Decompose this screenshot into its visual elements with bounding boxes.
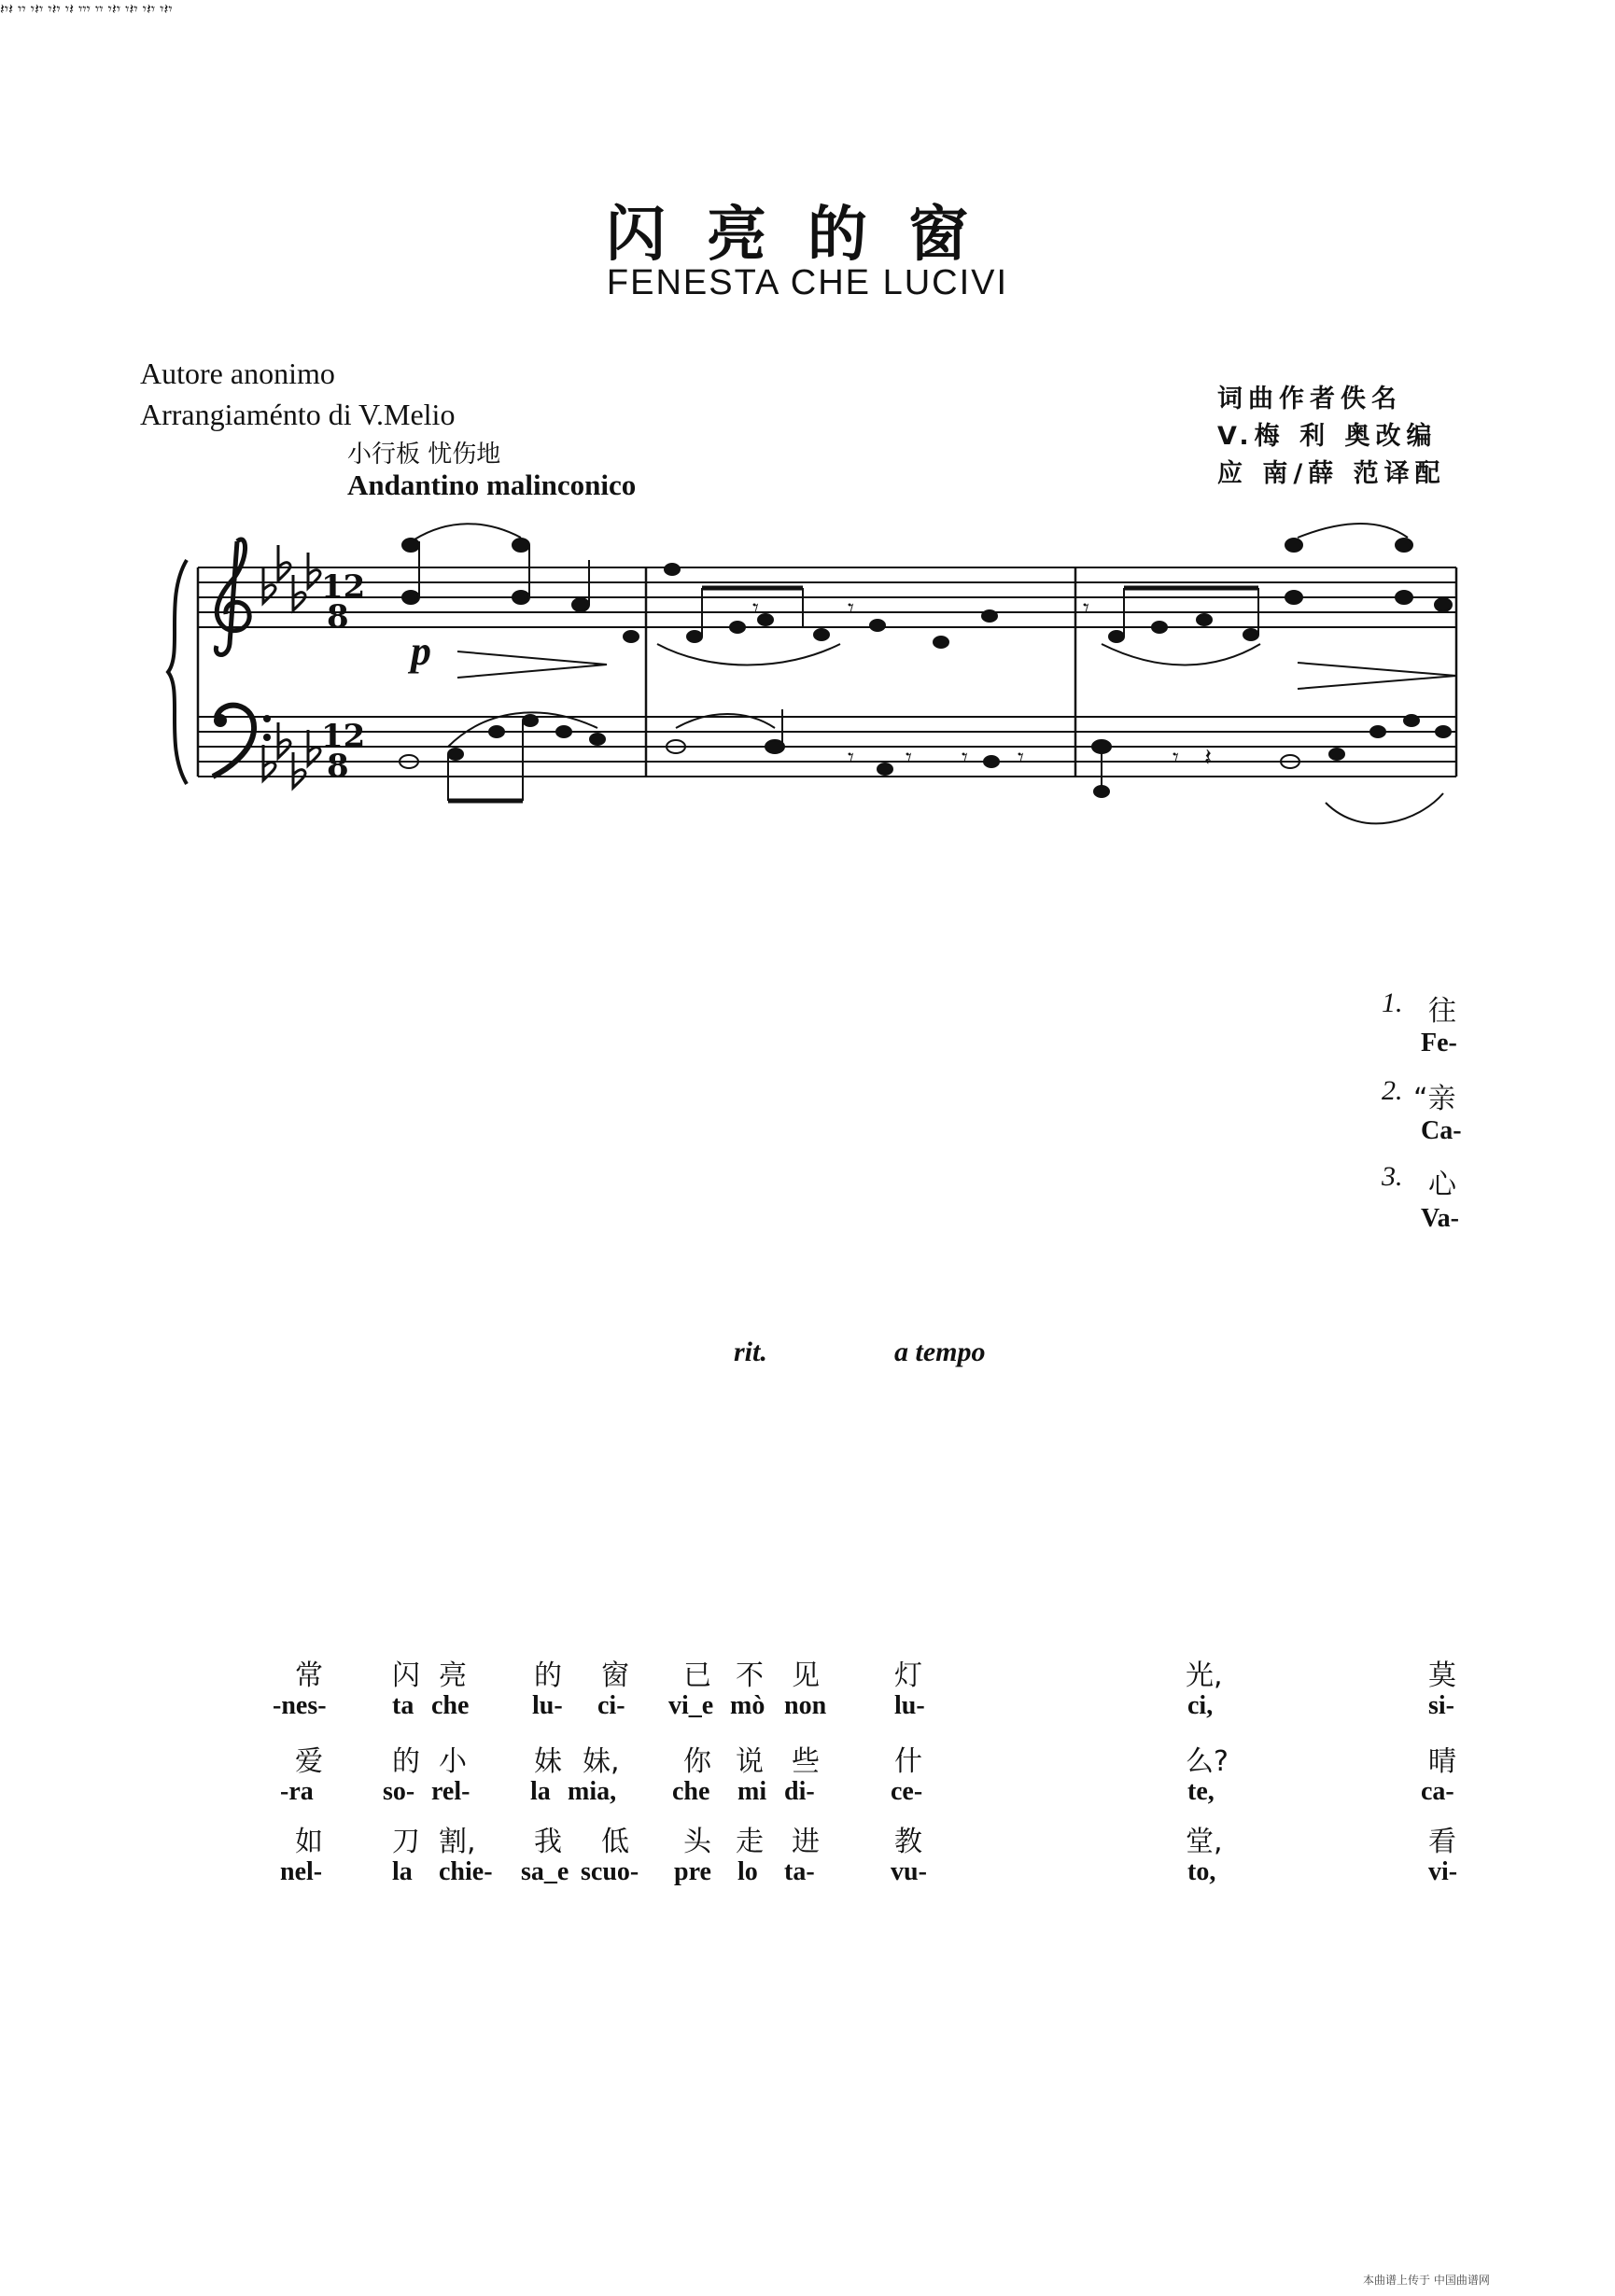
pickup-lyric-cn-3: 心 bbox=[1428, 1169, 1456, 1201]
pickup-lyric-cn-2: “亲 bbox=[1413, 1083, 1456, 1115]
svg-text:12: 12 bbox=[321, 718, 366, 755]
lyric-syllable: so- bbox=[383, 1777, 415, 1806]
lyric-syllable: scuo- bbox=[581, 1857, 639, 1886]
lyric-syllable: 的 bbox=[392, 1745, 420, 1778]
title-chinese: 闪亮的窗 bbox=[606, 200, 1009, 270]
lyric-syllable: te, bbox=[1187, 1777, 1215, 1806]
credit-cn-translator: 应 南/薛 范译配 bbox=[1217, 459, 1446, 488]
lyric-syllable: vi- bbox=[1428, 1857, 1458, 1886]
svg-text:𝄾: 𝄾 bbox=[848, 744, 854, 772]
svg-text:8: 8 bbox=[327, 598, 349, 636]
lyric-syllable: 低 bbox=[601, 1826, 629, 1858]
dynamic-piano: p bbox=[411, 628, 431, 674]
lyric-syllable: ta bbox=[392, 1691, 414, 1720]
lyric-syllable: ce- bbox=[891, 1777, 923, 1806]
lyric-syllable: -nes- bbox=[273, 1691, 327, 1720]
credit-arranger: Arrangiaménto di V.Melio bbox=[140, 398, 456, 431]
svg-text:𝄾: 𝄾 bbox=[962, 744, 968, 772]
lyric-syllable: pre bbox=[674, 1857, 711, 1886]
pickup-lyric-it-1: Fe- bbox=[1421, 1029, 1457, 1057]
credit-author: Autore anonimo bbox=[140, 357, 335, 390]
lyric-syllable: lu- bbox=[894, 1691, 925, 1720]
lyric-syllable: -ra bbox=[280, 1777, 314, 1806]
lyric-syllable: rel- bbox=[431, 1777, 470, 1806]
lyric-syllable: non bbox=[784, 1691, 827, 1720]
lyric-syllable: 闪 bbox=[392, 1659, 420, 1692]
tempo-chinese: 小行板 忧伤地 bbox=[347, 441, 501, 469]
system-1-brace bbox=[168, 560, 187, 784]
lyric-syllable: chie- bbox=[439, 1857, 493, 1886]
svg-text:𝄾: 𝄾 bbox=[906, 744, 912, 772]
system-1 bbox=[168, 524, 1456, 823]
lyric-syllable: 如 bbox=[295, 1826, 323, 1858]
lyric-syllable: 你 bbox=[683, 1745, 711, 1778]
pickup-lyric-it-2: Ca- bbox=[1421, 1116, 1462, 1145]
system-1-slurs bbox=[414, 524, 1443, 823]
system-1-bass-staff bbox=[198, 717, 1456, 777]
lyric-syllable: nel- bbox=[280, 1857, 323, 1886]
lyric-syllable: 莫 bbox=[1428, 1659, 1456, 1692]
lyric-syllable: 小 bbox=[439, 1745, 467, 1778]
lyric-syllable: 么? bbox=[1186, 1745, 1229, 1778]
lyric-syllable: lu- bbox=[532, 1691, 563, 1720]
lyric-syllable: 走 bbox=[736, 1826, 764, 1858]
verse-number-2: 2. bbox=[1382, 1075, 1403, 1106]
lyric-syllable: 爱 bbox=[295, 1745, 323, 1778]
lyric-syllable: 我 bbox=[534, 1826, 562, 1858]
ritardando-mark: rit. bbox=[734, 1337, 767, 1367]
lyric-syllable: 晴 bbox=[1428, 1745, 1456, 1778]
tempo-italian: Andantino malinconico bbox=[347, 469, 637, 501]
system-3-phrase-slur: 𝄾𝄽 𝄾𝄾𝄾 𝄾𝄾 𝄾𝄽𝄾 𝄾𝄽𝄾 𝄾𝄽𝄾 𝄾𝄽𝄾 bbox=[64, 0, 173, 18]
lyric-syllable: la bbox=[392, 1857, 413, 1886]
pickup-lyric-cn-1: 往 bbox=[1428, 995, 1456, 1028]
lyric-syllable: 常 bbox=[295, 1659, 323, 1692]
lyric-syllable: to, bbox=[1187, 1857, 1216, 1886]
system-1-barlines bbox=[198, 567, 1456, 777]
credit-cn-author: 词曲作者佚名 bbox=[1217, 385, 1402, 413]
svg-text:8: 8 bbox=[327, 748, 349, 785]
credit-cn-arranger: V.梅 利 奥改编 bbox=[1217, 422, 1438, 451]
lyric-syllable: 说 bbox=[736, 1745, 764, 1778]
lyric-syllable: 堂, bbox=[1186, 1826, 1223, 1858]
lyric-syllable: 什 bbox=[894, 1745, 922, 1778]
lyric-syllable: di- bbox=[784, 1777, 815, 1806]
lyric-syllable: 教 bbox=[894, 1826, 922, 1858]
svg-text:𝄾: 𝄾 bbox=[1173, 744, 1179, 772]
lyric-syllable: 窗 bbox=[601, 1659, 629, 1692]
svg-text:𝄾: 𝄾 bbox=[848, 595, 854, 623]
lyric-syllable: mò bbox=[730, 1691, 765, 1720]
lyric-syllable: lo bbox=[737, 1857, 758, 1886]
lyric-syllable: mi bbox=[737, 1777, 767, 1806]
lyric-syllable: 看 bbox=[1428, 1826, 1456, 1858]
verse-number-3: 3. bbox=[1382, 1161, 1403, 1192]
lyric-syllable: 妹 bbox=[534, 1745, 562, 1778]
system-1-treble-staff bbox=[198, 567, 1456, 627]
svg-text:12: 12 bbox=[321, 568, 366, 606]
footer-source: 本曲谱上传于 中国曲谱网 bbox=[1363, 2274, 1490, 2287]
lyric-syllable: 不 bbox=[736, 1659, 764, 1692]
lyric-syllable: 妹, bbox=[583, 1745, 620, 1778]
lyric-syllable: 的 bbox=[534, 1659, 562, 1692]
lyric-syllable: 进 bbox=[792, 1826, 820, 1858]
dynamic-hairpins bbox=[457, 651, 1456, 689]
svg-text:𝄾: 𝄾 bbox=[1018, 744, 1024, 772]
lyric-syllable: 见 bbox=[792, 1659, 820, 1692]
lyric-syllable: ta- bbox=[784, 1857, 815, 1886]
lyric-syllable: mia, bbox=[568, 1777, 617, 1806]
lyric-syllable: 割, bbox=[439, 1826, 476, 1858]
system-1-bass-notes bbox=[400, 709, 1451, 801]
lyric-syllable: 亮 bbox=[439, 1659, 467, 1692]
lyric-syllable: vu- bbox=[891, 1857, 927, 1886]
lyric-syllable: la bbox=[530, 1777, 551, 1806]
time-signature bbox=[321, 568, 365, 785]
lyric-syllable: ci, bbox=[1187, 1691, 1214, 1720]
a-tempo-mark: a tempo bbox=[894, 1337, 986, 1367]
lyric-syllable: sa_e bbox=[521, 1857, 569, 1886]
lyric-syllable: ca- bbox=[1421, 1777, 1454, 1806]
lyric-syllable: che bbox=[431, 1691, 470, 1720]
lyric-syllable: 头 bbox=[683, 1826, 711, 1858]
svg-text:𝄾: 𝄾 bbox=[752, 595, 759, 623]
lyric-syllable: 已 bbox=[683, 1659, 711, 1692]
lyric-syllable: si- bbox=[1428, 1691, 1454, 1720]
lyric-syllable: vi_e bbox=[668, 1691, 714, 1720]
svg-text:𝄽: 𝄽 bbox=[1204, 744, 1212, 772]
verse-number-1: 1. bbox=[1382, 987, 1403, 1018]
lyric-syllable: ci- bbox=[597, 1691, 625, 1720]
system-1-rests bbox=[752, 595, 1212, 772]
lyric-syllable: 光, bbox=[1186, 1659, 1223, 1692]
title-italian: FENESTA CHE LUCIVI bbox=[606, 263, 1009, 302]
lyric-syllable: 灯 bbox=[894, 1659, 922, 1692]
pickup-lyric-it-3: Va- bbox=[1421, 1204, 1459, 1233]
system-1-notes bbox=[402, 539, 1452, 648]
lyric-syllable: che bbox=[672, 1777, 710, 1806]
vocal-treble-clef-icon: 𝄽𝄾𝄽 𝄾𝄾 𝄾𝄽𝄾 𝄾𝄽𝄾 bbox=[0, 0, 61, 18]
lyric-syllable: 刀 bbox=[392, 1826, 420, 1858]
svg-text:𝄾: 𝄾 bbox=[1083, 595, 1089, 623]
lyric-syllable: 些 bbox=[792, 1745, 820, 1778]
